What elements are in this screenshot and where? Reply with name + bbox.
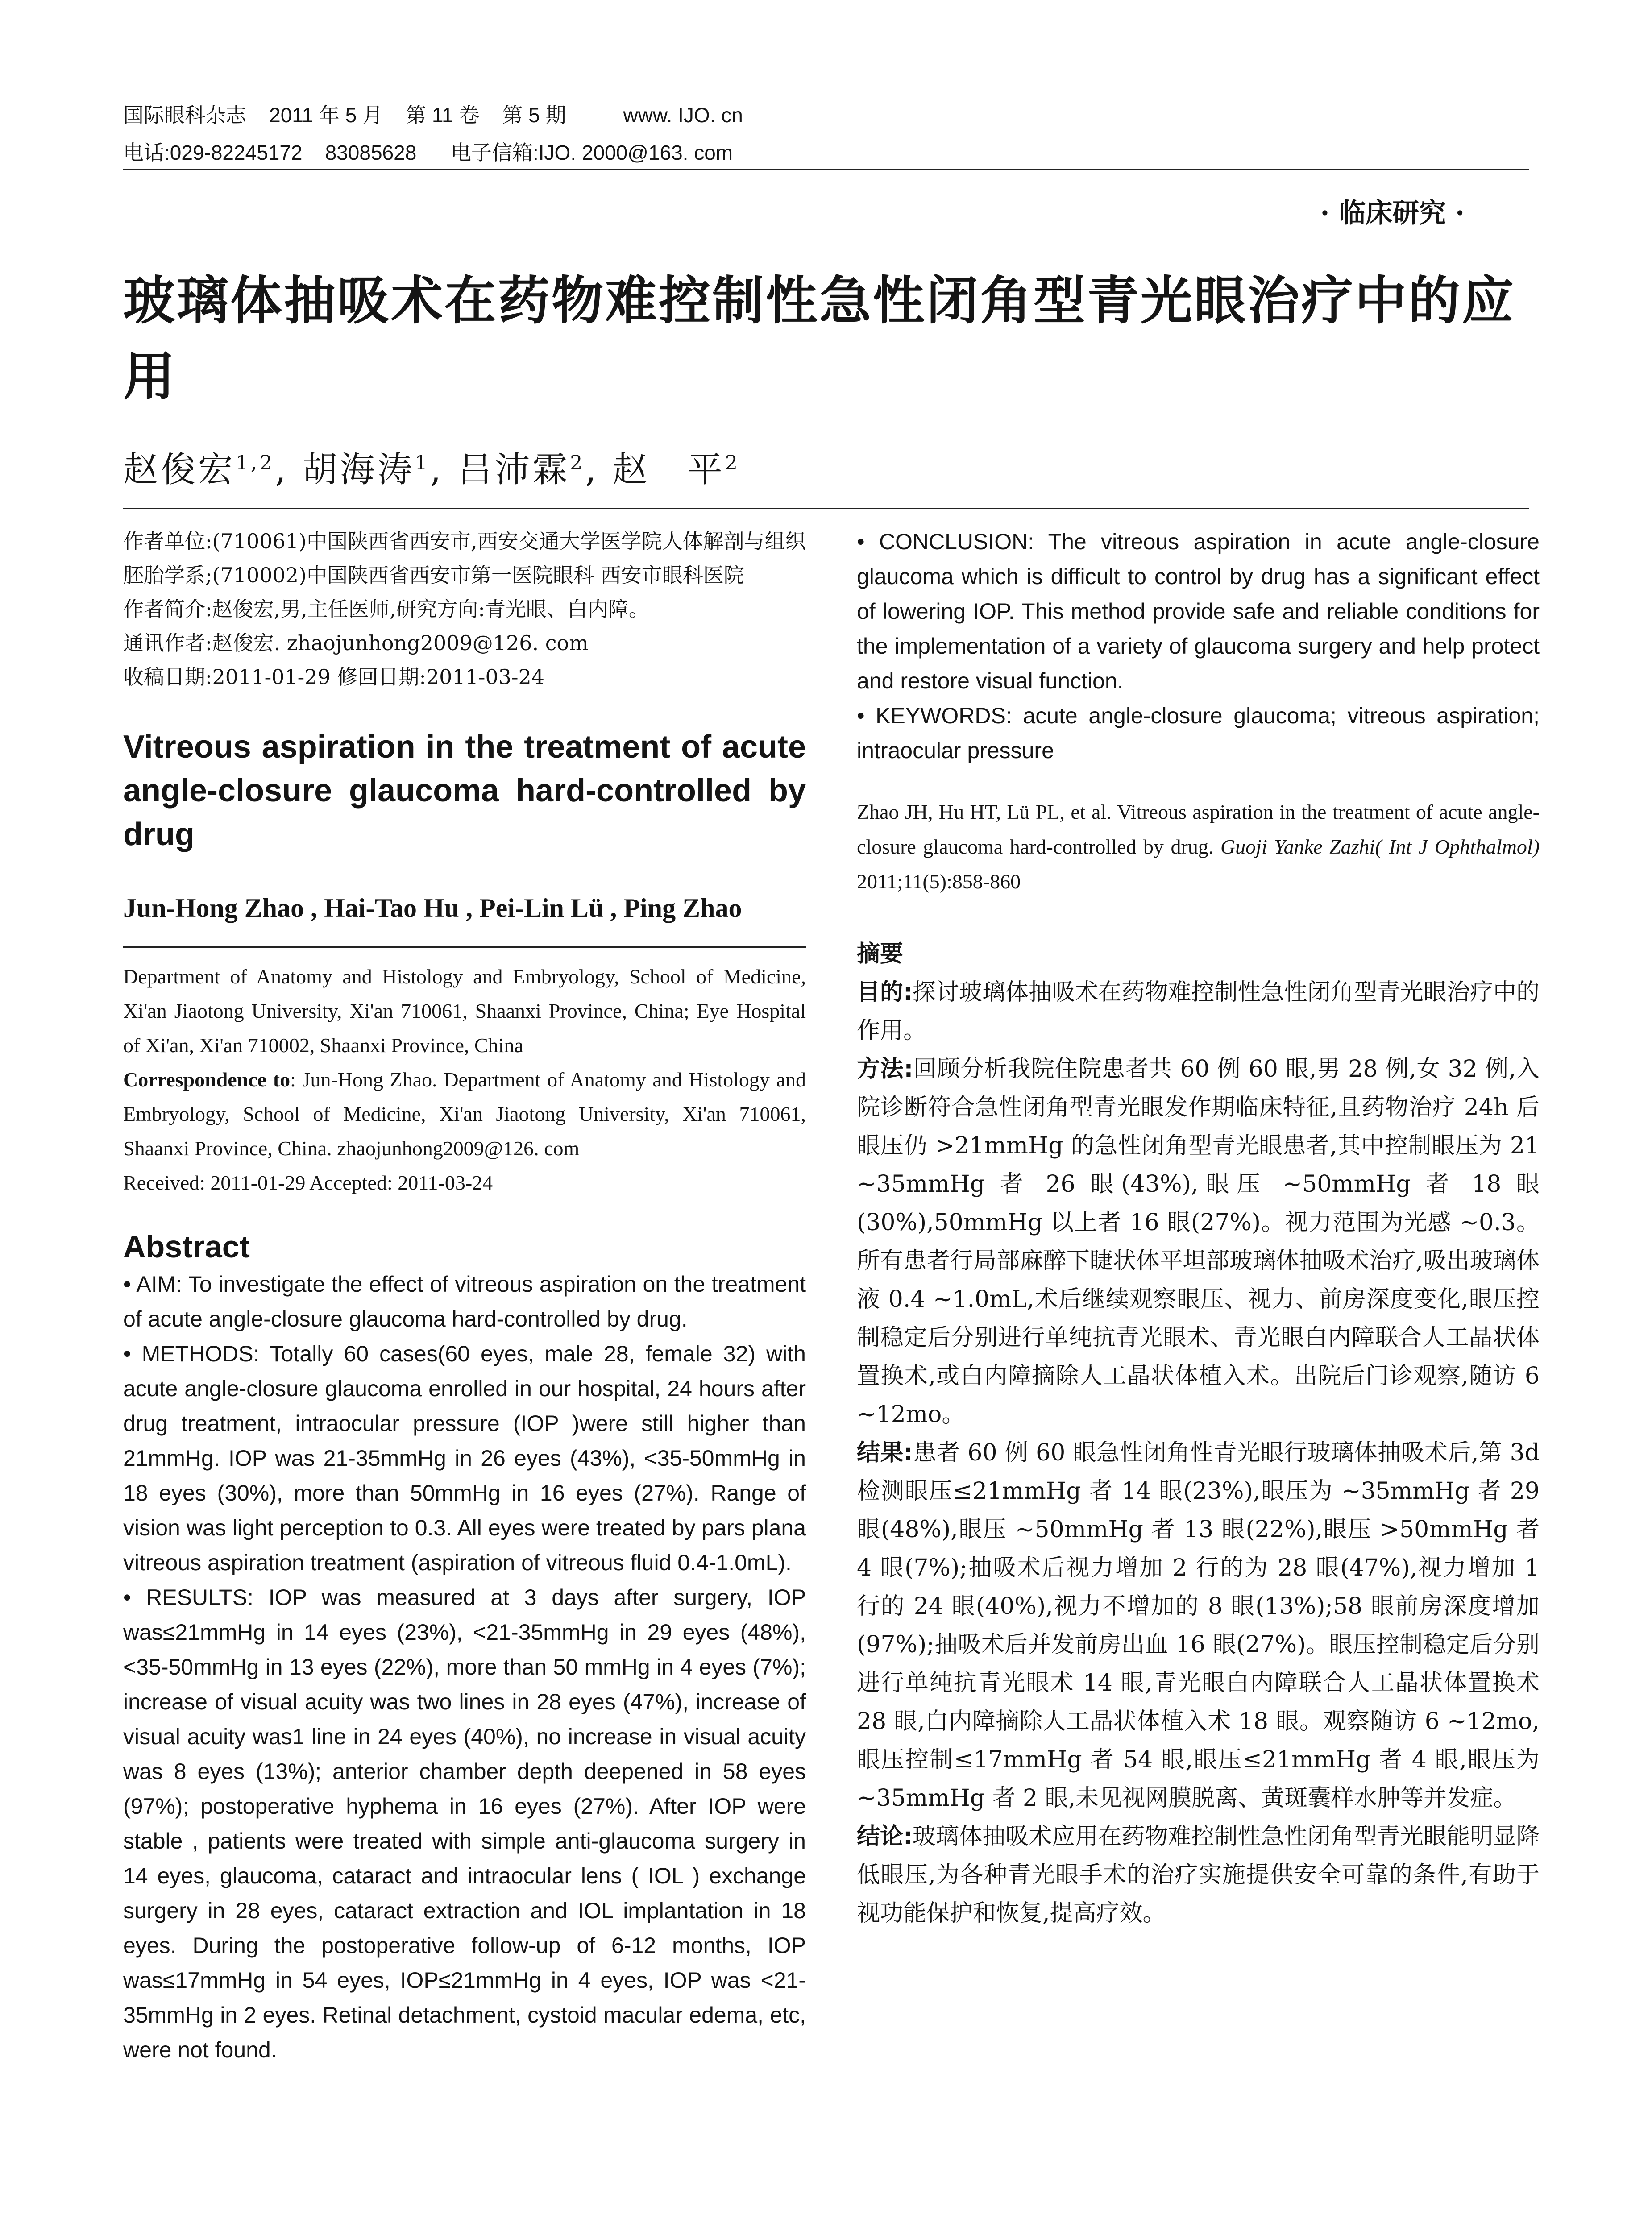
zh-aim-label: 目的: xyxy=(857,979,913,1006)
zh-abstract-body xyxy=(857,973,1540,1932)
zh-results xyxy=(857,1434,1540,1817)
zh-results-label: 结果: xyxy=(857,1439,913,1466)
zh-conclusion-text: 玻璃体抽吸术应用在药物难控制性急性闭角型青光眼能明显降低眼压,为各种青光眼手术的治疗实施提供安全可靠的条件,有助于视功能保护和恢复,提高疗效。 xyxy=(857,1823,1540,1927)
abstract-heading: Abstract xyxy=(123,1229,250,1264)
zh-aim xyxy=(857,973,1540,1050)
citation-ref: 2011;11(5):858-860 xyxy=(857,870,1021,893)
author-sep: , xyxy=(585,450,599,490)
affiliation-rule xyxy=(123,946,806,948)
zh-abstract-heading: 摘要 xyxy=(857,941,904,967)
author-name: 赵俊宏 xyxy=(123,450,236,490)
zh-conclusion xyxy=(857,1817,1540,1932)
zh-results-text: 患者 60 例 60 眼急性闭角性青光眼行玻璃体抽吸术后,第 3d 检测眼压≤21mmHg 者 14 眼(23%),眼压为 ~35mmHg 者 29 眼(48%),眼压 ~50mmHg 者 13 眼(22%),眼压 >50mmHg 者 4 眼(7%);抽吸术后视力增加 2 行的为 28 眼(47%),视力增加 1 行的 24 眼(40%),视力不增加的 8 眼(13%);58 眼前房深度增加(97%);抽吸术后并发前房出血 16 眼(27%)。眼压控制稳定后分别进行单纯抗青光眼术 14 眼,青光眼白内障联合人工晶状体置换术 28 眼,白内障摘除人工晶状体植入术 18 眼。观察随访 6 ~12mo,眼压控制≤17mmHg 者 54 眼,眼压≤21mmHg 者 4 眼,眼压为 ~35mmHg 者 2 眼,未见视网膜脱离、黄斑囊样水肿等并发症。 xyxy=(857,1439,1540,1812)
author-affil-sup: 2 xyxy=(725,452,740,474)
header-rule xyxy=(123,169,1529,170)
citation-journal: Guoji Yanke Zazhi( Int J Ophthalmol) xyxy=(1220,835,1540,858)
correspondence-zh: 通讯作者:赵俊宏. zhaojunhong2009@126. com xyxy=(123,631,589,655)
zh-conclusion-label: 结论: xyxy=(857,1823,913,1850)
author-info-zh xyxy=(123,524,806,694)
author-name: 吕沛霖 xyxy=(457,450,570,490)
zh-methods-text: 回顾分析我院住院患者共 60 例 60 眼,男 28 例,女 32 例,入院诊断符合急性闭角型青光眼发作期临床特征,且药物治疗 24h 后眼压仍 >21mmHg 的急性闭角型青光眼患者,其中控制眼压为 21 ~35mmHg 者 26 眼(43%),眼压 ~50mmHg 者 18 眼(30%),50mmHg 以上者 16 眼(27%)。视力范围为光感 ~0.3。所有患者行局部麻醉下睫状体平坦部玻璃体抽吸术治疗,吸出玻璃体液 0.4 ~1.0mL,术后继续观察眼压、视力、前房深度变化,眼压控制稳定后分别进行单纯抗青光眼术、青光眼白内障联合人工晶状体置换术,或白内障摘除人工晶状体植入术。出院后门诊观察,随访 6 ~12mo。 xyxy=(857,1056,1540,1428)
author-affil-sup: 2 xyxy=(570,452,585,474)
affiliation-zh: 作者单位:(710061)中国陕西省西安市,西安交通大学医学院人体解剖与组织胚胎学系;(710002)中国陕西省西安市第一医院眼科 西安市眼科医院 xyxy=(123,529,806,587)
zh-aim-text: 探讨玻璃体抽吸术在药物难控制性急性闭角型青光眼治疗中的作用。 xyxy=(857,979,1540,1044)
english-title: Vitreous aspiration in the treatment of acute angle-closure glaucoma hard-controlled by drug xyxy=(123,729,806,852)
abstract-body-right xyxy=(857,524,1540,768)
author-bio-zh: 作者简介:赵俊宏,男,主任医师,研究方向:青光眼、白内障。 xyxy=(123,597,649,621)
author-affil-sup: 1 xyxy=(415,452,430,474)
correspondence-label: Correspondence to xyxy=(123,1068,291,1091)
abstract-aim: • AIM: To investigate the effect of vitreous aspiration on the treatment of acute angle-closure glaucoma hard-controlled by drug. xyxy=(123,1272,806,1331)
author-name: 胡海涛 xyxy=(302,450,415,490)
journal-header-line2: 电话:029-82245172 83085628 电子信箱:IJO. 2000@163. com xyxy=(123,141,733,164)
author-list-zh xyxy=(123,442,740,492)
english-affiliation-block xyxy=(123,959,806,1200)
author-sep: , xyxy=(430,450,444,490)
abstract-body-left xyxy=(123,1267,806,2067)
dates-zh: 收稿日期:2011-01-29 修回日期:2011-03-24 xyxy=(123,665,545,689)
english-authors: Jun-Hong Zhao , Hai-Tao Hu , Pei-Lin Lü , Ping Zhao xyxy=(123,893,742,923)
abstract-results: • RESULTS: IOP was measured at 3 days after surgery, IOP was≤21mmHg in 14 eyes (23%), <21-35mmHg in 29 eyes (48%), <35-50mmHg in 13 eyes (22%), more than 50 mmHg in 4 eyes (7%); increase of visual acuity was two lines in 28 eyes (47%), increase of visual acuity was1 line in 24 eyes (40%), no increase in visual acuity was 8 eyes (13%); anterior chamber depth deepened in 58 eyes (97%); postoperative hyphema in 16 eyes (27%). After IOP were stable , patients were treated with simple anti-glaucoma surgery in 14 eyes, glaucoma, cataract and intraocular lens ( IOL ) exchange surgery in 28 eyes, cataract extraction and IOL implantation in 18 eyes. During the postoperative follow-up of 6-12 months, IOP was≤17mmHg in 54 eyes, IOP≤21mmHg in 4 eyes, IOP was <21-35mmHg in 2 eyes. Retinal detachment, cystoid macular edema, etc, were not found. xyxy=(123,1585,806,2062)
left-column xyxy=(123,524,806,2067)
article-title: 玻璃体抽吸术在药物难控制性急性闭角型青光眼治疗中的应用 xyxy=(123,271,1515,407)
abstract-conclusion: • CONCLUSION: The vitreous aspiration in acute angle-closure glaucoma which is difficult to control by drug has a significant effect of lowering IOP. This method provide safe and reliable conditions for the implementation of a variety of glaucoma surgery and help protect and restore visual function. xyxy=(857,529,1540,693)
citation xyxy=(857,795,1540,899)
zh-methods-label: 方法: xyxy=(857,1056,913,1082)
abstract-methods: • METHODS: Totally 60 cases(60 eyes, male 28, female 32) with acute angle-closure glaucoma enrolled in our hospital, 24 hours after drug treatment, intraocular pressure (IOP )were still higher than 21mmHg. IOP was 21-35mmHg in 26 eyes (43%), <35-50mmHg in 18 eyes (30%), more than 50mmHg in 16 eyes (27%). Range of vision was light perception to 0.3. All eyes were treated by pars plana vitreous aspiration treatment (aspiration of vitreous fluid 0.4-1.0mL). xyxy=(123,1341,806,1575)
authors-rule xyxy=(123,508,1529,509)
abstract-keywords: • KEYWORDS: acute angle-closure glaucoma; vitreous aspiration; intraocular pressure xyxy=(857,703,1540,763)
right-column xyxy=(857,524,1540,1932)
english-affiliation: Department of Anatomy and Histology and Embryology, School of Medicine, Xi'an Jiaotong University, Xi'an 710061, Shaanxi Province, China; Eye Hospital of Xi'an, Xi'an 710002, Shaanxi Province, China xyxy=(123,965,806,1057)
citation-text: Zhao JH, Hu HT, Lü PL, et al. Vitreous aspiration in the treatment of acute angle-closure glaucoma hard-controlled by drug. xyxy=(857,800,1540,858)
correspondence-en xyxy=(123,1062,806,1165)
author-name: 赵 平 xyxy=(612,450,725,490)
correspondence-text: : Jun-Hong Zhao. Department of Anatomy and Histology and Embryology, School of Medicine, Xi'an Jiaotong University, Xi'an 710061, Shaanxi Province, China. zhaojunhong2009@126. com xyxy=(123,1068,806,1160)
author-affil-sup: 1,2 xyxy=(236,452,275,474)
section-tag: · 临床研究 · xyxy=(1320,198,1465,229)
author-sep: , xyxy=(275,450,289,490)
received-accepted: Received: 2011-01-29 Accepted: 2011-03-24 xyxy=(123,1171,493,1194)
zh-methods xyxy=(857,1050,1540,1434)
journal-header-line1: 国际眼科杂志 2011 年 5 月 第 11 卷 第 5 期 www. IJO. cn xyxy=(123,104,743,127)
